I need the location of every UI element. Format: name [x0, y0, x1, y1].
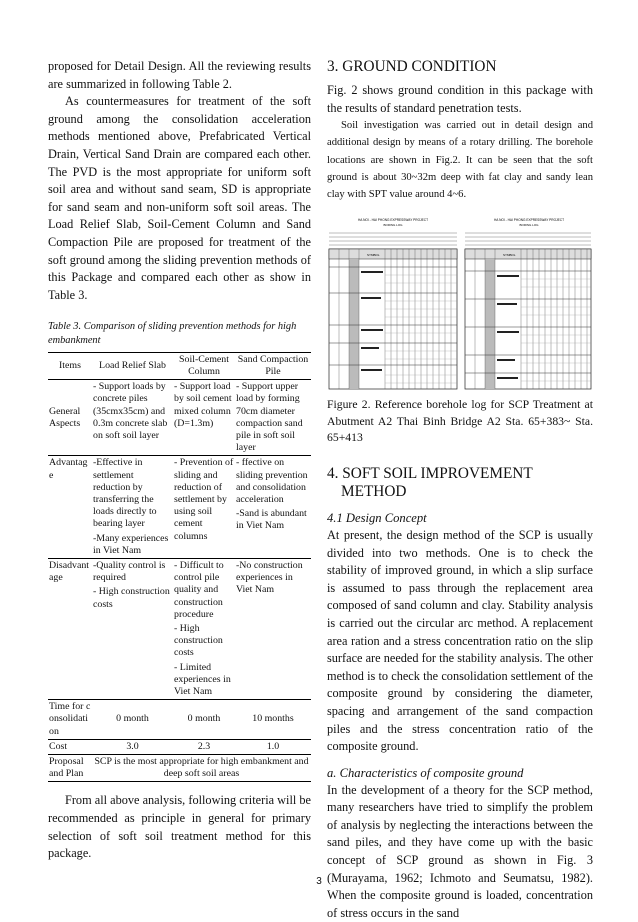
paragraph: proposed for Detail Design. All the reviewing results are summarized in following Table 2. [48, 59, 311, 91]
row-label: Time for consolidation [48, 700, 92, 740]
comparison-table [48, 352, 311, 783]
header-cell: Items [48, 352, 92, 379]
cell-line: - ffective on sliding prevention and consolidation acceleration [236, 457, 308, 505]
borehole-log-1 [329, 218, 457, 389]
table-cell: 0 month [173, 700, 235, 740]
table-cell: SCP is the most appropriate for high embankment and deep soft soil areas [92, 755, 311, 782]
row-label: Cost [48, 739, 92, 754]
paragraph: From all above analysis, following criteria will be recommended as principle in general for primary selection of soft soil treatment method for this package. [48, 793, 311, 861]
subsection-heading: a. Characteristics of composite ground [327, 765, 524, 780]
section-heading: 4. SOFT SOIL IMPROVEMENT [327, 464, 533, 482]
table-header-row [48, 352, 311, 379]
row-label: Disadvantage [48, 558, 92, 699]
paragraph: Fig. 2 shows ground condition in this package with the results of standard penetration tests. [327, 83, 593, 115]
paragraph: In the development of a theory for the SCP method, many researchers have tried to simplify the problem of analysis by neglecting the interactions between the sand piles, and they have come up with the basic concept of SCP ground as shown in Fig. 3 (Murayama, 1962; Ichmoto and Seumatsu, 1982). When the composite ground is loaded, concentration of stress occurs in the sand [327, 782, 593, 920]
borehole-log-image [327, 215, 593, 390]
log-title: HA NOI - HAI PHONG EXPRESSWAY PROJECT [493, 218, 565, 223]
header-cell: Sand Compaction Pile [235, 352, 311, 379]
table-cell: 1.0 [235, 739, 311, 754]
table-cell: 10 months [235, 700, 311, 740]
table-cell [173, 456, 235, 559]
log-title: HA NOI - HAI PHONG EXPRESSWAY PROJECT [357, 218, 429, 223]
table-row [48, 755, 311, 782]
cell-line: -No construction experiences in Viet Nam [236, 559, 303, 596]
table-cell: 0 month [92, 700, 173, 740]
table-row [48, 558, 311, 699]
table-cell: 3.0 [92, 739, 173, 754]
row-label: Advantage [48, 456, 92, 559]
table-caption: Table 3. Comparison of sliding prevention methods for high embankment [48, 321, 297, 346]
subsection-heading: 4.1 Design Concept [327, 510, 427, 525]
header-cell: Soil-Cement Column [173, 352, 235, 379]
table-cell: - Support loads by concrete piles (35cmx35cm) and 0.3m concrete slab on soft soil layer [92, 380, 173, 456]
page-number: 3 [316, 876, 322, 887]
figure-caption: Figure 2. Reference borehole log for SCP Treatment at Abutment A2 Thai Binh Bridge A2 Sta. 65+383~ Sta. 65+413 [327, 398, 593, 445]
table-row [48, 380, 311, 456]
column-label: SYMBOL [367, 253, 380, 258]
section-heading-continued: METHOD [341, 482, 407, 500]
table-cell: 2.3 [173, 739, 235, 754]
table-cell [235, 456, 311, 559]
section-heading: 3. GROUND CONDITION [327, 58, 497, 75]
table-cell: - Support upper load by forming 70cm diameter compaction sand pile in soft soil layer [235, 380, 311, 456]
cell-line: -Quality control is required [93, 559, 166, 584]
table-cell: - Support load by soil cement mixed column (D=1.3m) [173, 380, 235, 456]
borehole-log-figure [327, 215, 593, 390]
paragraph: At present, the design method of the SCP is usually divided into two methods. One is to check the stability of improved ground, in which a slip surface is assumed to pass through the replacement area composed of sand column and clay. Stability analysis is carried out the circular arc method. A replacement area ration and a stress concentration ratio on the slip surface are needed for the stability analysis. The other method is to check the consolidation settlement of the composite ground by considering the diameter, spacing and arrangement of the sand compaction piles and the stress concentration ratio of the composite ground. [327, 527, 593, 754]
cell-line: -Effective in settlement reduction by transferring the loads directly to bearing layer [93, 457, 157, 530]
cell-line: -Sand is abundant in Viet Nam [236, 508, 307, 532]
cell-line: - Prevention of sliding and reduction of settlement by using soil cement columns [174, 457, 234, 542]
table-row [48, 700, 311, 740]
table-cell [92, 456, 173, 559]
table-cell [92, 558, 173, 699]
cell-line: -Many experiences in Viet Nam [93, 532, 169, 556]
table-row [48, 456, 311, 559]
row-label: Proposal and Plan [48, 755, 92, 782]
header-cell: Load Relief Slab [92, 352, 173, 379]
column-label: SYMBOL [503, 253, 516, 258]
left-column [48, 58, 311, 863]
paragraph: As countermeasures for treatment of the soft ground among the consolidation acceleration methods mentioned above, Prefabricated Vertical Drain, Vertical Sand Drain are compared each other. The PVD is the most appropriate for uniform soft soil area and without sand seam, SD is appropriate for sand seam and non-uniform soft soil areas. The Load Relief Slab, Soil-Cement Column and Sand Compaction Pile are proposed for treatment of the soft ground among the sliding prevention methods of this Package and compared each other as show in Table 3. [48, 94, 311, 302]
paragraph: Soil investigation was carried out in detail design and additional design by means of a rotary drilling. The borehole locations are shown in Fig.2. It can be seen that the soft ground is about 30~32m deep with fat clay and sandy lean clay with SPT value around 4~6. [327, 120, 593, 200]
borehole-log-2 [465, 218, 591, 389]
table-cell [173, 558, 235, 699]
row-label: General Aspects [48, 380, 92, 456]
table-row [48, 739, 311, 754]
right-column [327, 58, 593, 922]
cell-line: - Limited experiences in Viet Nam [174, 661, 231, 697]
cell-line: - Difficult to control pile quality and construction procedure [174, 559, 224, 620]
log-subtitle: BORING LOG [519, 223, 539, 228]
cell-line: - High construction costs [93, 586, 170, 610]
table-cell [235, 558, 311, 699]
log-subtitle: BORING LOG [383, 223, 403, 228]
cell-line: - High construction costs [174, 622, 223, 659]
